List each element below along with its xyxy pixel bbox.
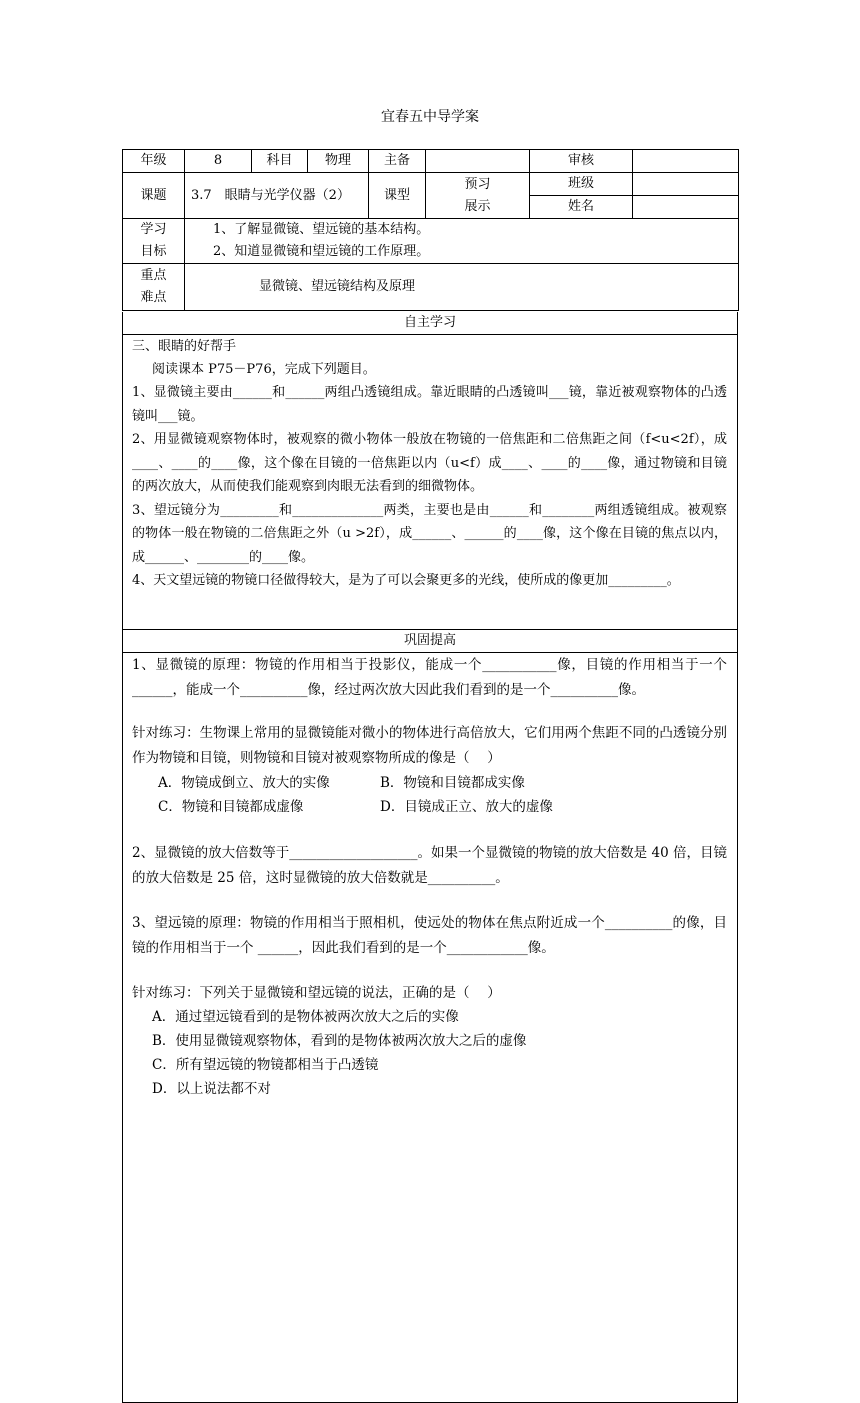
goals-label-line-2: 目标 xyxy=(140,244,167,259)
topic-label: 课题 xyxy=(123,173,185,219)
review-value xyxy=(633,150,739,173)
principle-3: 3、望远镜的原理：物镜的作用相当于照相机，使远处的物体在焦点附近成一个__________的像，目镜的作用相当于一个 ______，因此我们看到的是一个____________像。 xyxy=(132,915,727,956)
exercise-1-options-row-2 xyxy=(132,795,727,819)
class-value xyxy=(633,173,739,196)
consolidate-body xyxy=(123,653,737,1101)
review-label: 审核 xyxy=(530,150,633,173)
type-value-1: 预习 xyxy=(464,176,491,192)
header-info-table xyxy=(122,149,739,311)
key-label-line-2: 难点 xyxy=(140,290,167,305)
exercise-2-option-d: D．以上说法都不对 xyxy=(152,1081,271,1097)
key-points-value: 显微镜、望远镜结构及原理 xyxy=(185,264,739,311)
goals-label xyxy=(123,219,185,264)
exercise-1: 针对练习：生物课上常用的显微镜能对微小的物体进行高倍放大，它们用两个焦距不同的凸透镜分别作为物镜和目镜，则物镜和目镜对被观察物所成的像是（ ） xyxy=(132,725,727,766)
exercise-2-option-a: A．通过望远镜看到的是物体被两次放大之后的实像 xyxy=(152,1009,459,1025)
exercise-2: 针对练习：下列关于显微镜和望远镜的说法，正确的是（ ） xyxy=(132,985,501,1001)
question-2: 2、用显微镜观察物体时，被观察的微小物体一般放在物镜的一倍焦距和二倍焦距之间（f<u<2f），成____、____的____像，这个像在目镜的一倍焦距以内（u<f）成____、____的____像，通过物镜和目镜的两次放大，从而使我们能观察到肉眼无法看到的细微物体。 xyxy=(132,432,727,494)
self-study-heading: 自主学习 xyxy=(123,312,737,335)
subject-value: 物理 xyxy=(308,150,369,173)
preparer-value xyxy=(426,150,530,173)
topic-value: 3.7 眼睛与光学仪器（2） xyxy=(185,173,369,219)
grade-label: 年级 xyxy=(123,150,185,173)
self-study-body xyxy=(123,335,737,593)
exercise-2-option-b: B．使用显微镜观察物体，看到的是物体被两次放大之后的虚像 xyxy=(152,1033,527,1049)
exercise-1-options-row-1 xyxy=(132,771,727,795)
type-label: 课型 xyxy=(369,173,426,219)
grade-value: 8 xyxy=(185,150,252,173)
type-value xyxy=(426,173,530,219)
goals-content xyxy=(185,219,739,264)
question-3: 3、望远镜分为_________和______________两类，主要也是由______和________两组透镜组成。被观察的物体一般在物镜的二倍焦距之外（u >2f），成______、______的____像，这个像在目镜的焦点以内，成______、________的____像。 xyxy=(132,502,727,565)
class-label: 班级 xyxy=(530,173,633,196)
key-points-label xyxy=(123,264,185,311)
name-value xyxy=(633,196,739,219)
question-1: 1、显微镜主要由______和______两组凸透镜组成。靠近眼睛的凸透镜叫___镜，靠近被观察物体的凸透镜叫___镜。 xyxy=(132,385,727,424)
exercise-2-option-c: C．所有望远镜的物镜都相当于凸透镜 xyxy=(152,1057,379,1073)
exercise-1-option-d: D．目镜成正立、放大的虚像 xyxy=(380,799,553,815)
preparer-label: 主备 xyxy=(369,150,426,173)
consolidate-section xyxy=(122,630,738,1403)
question-4: 4、天文望远镜的物镜口径做得较大，是为了可以会聚更多的光线，使所成的像更加_________。 xyxy=(132,573,680,588)
self-study-section xyxy=(122,312,738,630)
goal-1: 1、了解显微镜、望远镜的基本结构。 xyxy=(213,222,430,237)
exercise-1-option-b: B．物镜和目镜都成实像 xyxy=(380,775,525,791)
reading-instruction: 阅读课本 P75－P76，完成下列题目。 xyxy=(152,362,376,377)
name-label: 姓名 xyxy=(530,196,633,219)
goal-2: 2、知道显微镜和望远镜的工作原理。 xyxy=(213,244,430,259)
document-title: 宜春五中导学案 xyxy=(381,109,479,125)
section-title: 三、眼睛的好帮手 xyxy=(132,339,237,354)
key-label-line-1: 重点 xyxy=(140,268,167,283)
type-value-2: 展示 xyxy=(464,198,491,214)
principle-2: 2、显微镜的放大倍数等于___________________。如果一个显微镜的物镜的放大倍数是 40 倍，目镜的放大倍数是 25 倍，这时显微镜的放大倍数就是__________。 xyxy=(132,845,727,886)
principle-1: 1、显微镜的原理：物镜的作用相当于投影仪，能成一个___________像，目镜的作用相当于一个 ______，能成一个__________像，经过两次放大因此我们看到的是一个__________像。 xyxy=(132,657,727,698)
exercise-1-option-a: A．物镜成倒立、放大的实像 xyxy=(158,775,330,791)
subject-label: 科目 xyxy=(252,150,308,173)
goals-label-line-1: 学习 xyxy=(140,222,167,237)
exercise-1-option-c: C．物镜和目镜都成虚像 xyxy=(158,799,304,815)
consolidate-heading: 巩固提高 xyxy=(123,630,737,653)
